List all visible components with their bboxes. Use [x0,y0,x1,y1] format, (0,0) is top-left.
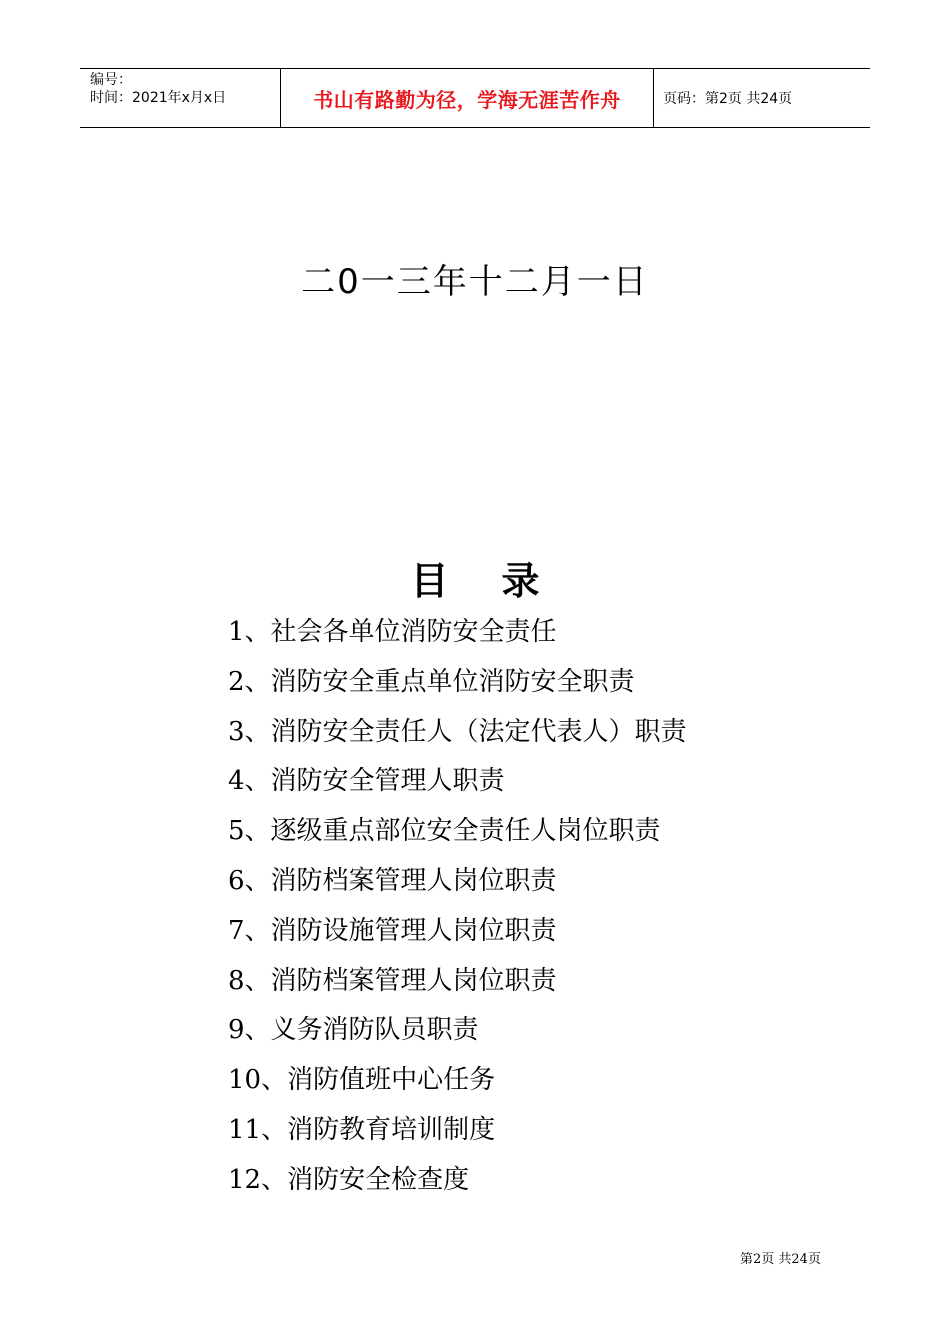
toc-item: 4、消防安全管理人职责 [228,766,505,797]
toc-title: 目 录 [410,559,540,603]
toc-item: 1、社会各单位消防安全责任 [228,617,557,647]
toc-item: 10、消防值班中心任务 [228,1065,496,1096]
header-meta [80,69,281,127]
toc-item: 7、消防设施管理人岗位职责 [228,915,557,946]
page-footer: 第2页 共24页 [740,1252,821,1267]
toc-item: 9、义务消防队员职责 [228,1015,479,1046]
time-text: 时间：2021年x月x日 [90,90,227,106]
document-date: 二0一三年十二月一日 [301,262,649,302]
toc-list [228,608,687,1206]
header-page-info: 页码：第2页 共24页 [663,91,793,107]
toc-item: 5、逐级重点部位安全责任人岗位职责 [228,816,661,847]
toc-item: 2、消防安全重点单位消防安全职责 [228,666,635,697]
toc-item: 12、消防安全检查度 [228,1164,470,1195]
serial-label: 编号： [90,72,132,88]
page-header [80,68,870,128]
toc-item: 8、消防档案管理人岗位职责 [228,965,557,996]
toc-item: 11、消防教育培训制度 [228,1114,496,1145]
toc-item: 3、消防安全责任人（法定代表人）职责 [228,716,687,747]
header-motto: 书山有路勤为径，学海无涯苦作舟 [281,69,654,127]
toc-item: 6、消防档案管理人岗位职责 [228,865,557,896]
